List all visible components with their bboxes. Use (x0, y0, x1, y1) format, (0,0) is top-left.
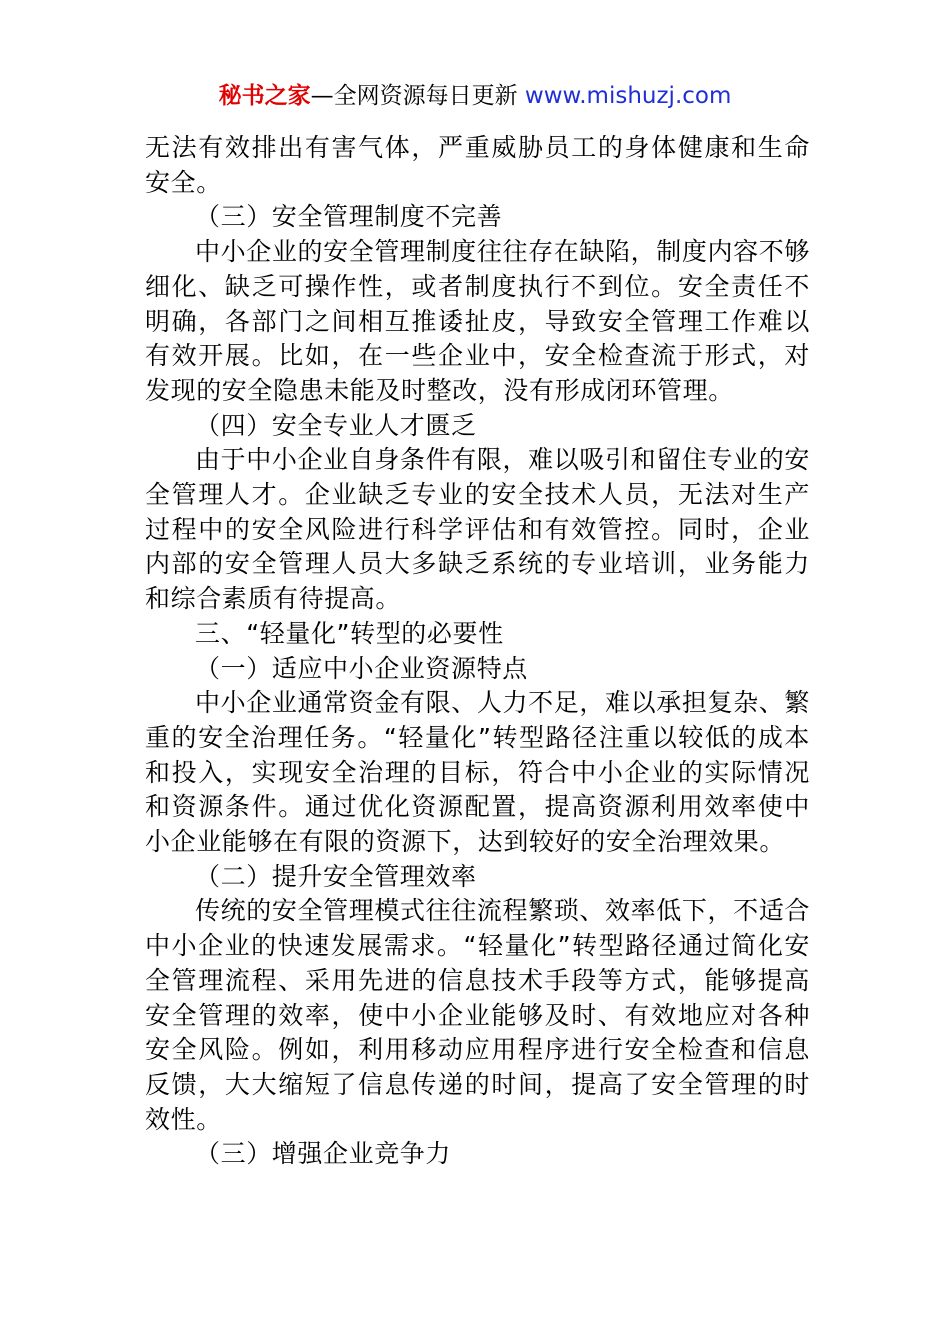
section-heading: （四）安全专业人才匮乏 (195, 410, 477, 440)
paragraph-continuation: 无法有效排出有害气体，严重威胁员工的身体健康和生命安全。 (145, 133, 810, 197)
section-heading: （三）安全管理制度不完善 (195, 202, 503, 232)
body-paragraph: 中小企业的安全管理制度往往存在缺陷，制度内容不够细化、缺乏可操作性，或者制度执行不到位。安全责任不明确，各部门之间相互推诿扯皮，导致安全管理工作难以有效开展。比如，在一些企业中，安全检查流于形式，对发现的安全隐患未能及时整改，没有形成闭环管理。 (145, 237, 810, 405)
site-header (0, 80, 950, 112)
section-heading: （二）提升安全管理效率 (195, 861, 477, 891)
body-paragraph: 传统的安全管理模式往往流程繁琐、效率低下，不适合中小企业的快速发展需求。“轻量化”转型路径通过简化安全管理流程、采用先进的信息技术手段等方式，能够提高安全管理的效率，使中小企业能够及时、有效地应对各种安全风险。例如，利用移动应用程序进行安全检查和信息反馈，大大缩短了信息传递的时间，提高了安全管理的时效性。 (145, 896, 810, 1134)
document-body (145, 131, 810, 1172)
body-paragraph: 由于中小企业自身条件有限，难以吸引和留住专业的安全管理人才。企业缺乏专业的安全技术人员，无法对生产过程中的安全风险进行科学评估和有效管控。同时，企业内部的安全管理人员大多缺乏系统的专业培训，业务能力和综合素质有待提高。 (145, 445, 810, 614)
section-heading: （一）适应中小企业资源特点 (195, 653, 528, 683)
chapter-heading: 三、“轻量化”转型的必要性 (195, 618, 504, 648)
site-url-link[interactable]: www.mishuzj.com (524, 83, 732, 109)
section-heading: （三）增强企业竞争力 (195, 1139, 452, 1169)
body-paragraph: 中小企业通常资金有限、人力不足，难以承担复杂、繁重的安全治理任务。“轻量化”转型路径注重以较低的成本和投入，实现安全治理的目标，符合中小企业的实际情况和资源条件。通过优化资源配置，提高资源利用效率使中小企业能够在有限的资源下，达到较好的安全治理效果。 (145, 688, 810, 857)
site-brand-name: 秘书之家 (218, 83, 311, 109)
site-tagline: —全网资源每日更新 (310, 83, 518, 109)
